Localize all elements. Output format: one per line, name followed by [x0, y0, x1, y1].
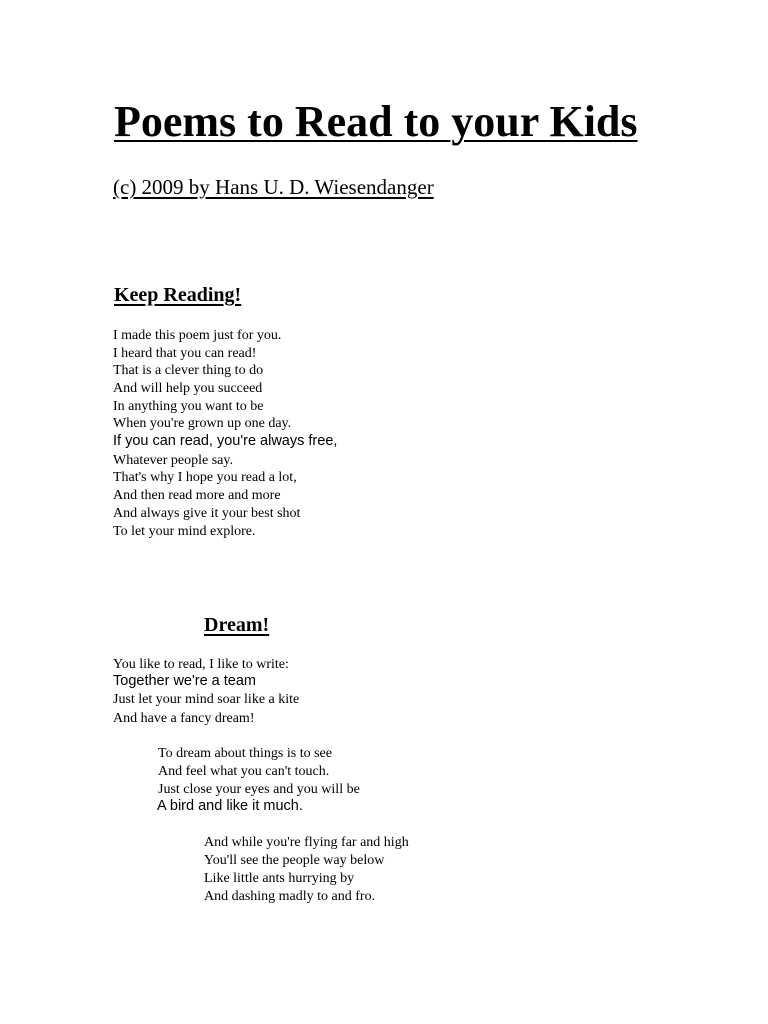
poem-heading-keep-reading: Keep Reading! — [114, 284, 242, 306]
poem-line: And while you're flying far and high — [204, 835, 409, 850]
poem-line: When you're grown up one day. — [113, 416, 292, 431]
poem-heading-dream: Dream! — [204, 614, 270, 636]
poem-line: And feel what you can't touch. — [158, 764, 330, 779]
poem-line: I made this poem just for you. — [113, 328, 282, 343]
poem-line: That's why I hope you read a lot, — [113, 470, 297, 485]
poem-line: And always give it your best shot — [113, 506, 301, 521]
poem-line: To let your mind explore. — [113, 524, 256, 539]
poem-line: If you can read, you're always free, — [113, 433, 338, 449]
poem-line: Together we're a team — [113, 673, 257, 689]
copyright-line: (c) 2009 by Hans U. D. Wiesendanger — [113, 175, 434, 199]
poem-line: A bird and like it much. — [157, 798, 303, 814]
poem-line: Just let your mind soar like a kite — [113, 692, 300, 707]
poem-line: Like little ants hurrying by — [204, 871, 355, 886]
poem-line: And dashing madly to and fro. — [204, 889, 376, 904]
poem-line: And then read more and more — [113, 488, 281, 503]
poem-line: Just close your eyes and you will be — [158, 782, 360, 797]
document-title: Poems to Read to your Kids — [114, 97, 638, 146]
poem-line: In anything you want to be — [113, 399, 264, 414]
poem-line: Whatever people say. — [113, 453, 233, 468]
poem-line: That is a clever thing to do — [113, 363, 264, 378]
poem-line: To dream about things is to see — [158, 746, 332, 761]
poem-line: You like to read, I like to write: — [113, 657, 289, 672]
poem-line: You'll see the people way below — [204, 853, 385, 868]
poem-line: And will help you succeed — [113, 381, 263, 396]
poem-line: I heard that you can read! — [113, 346, 257, 361]
poem-line: And have a fancy dream! — [113, 711, 255, 726]
